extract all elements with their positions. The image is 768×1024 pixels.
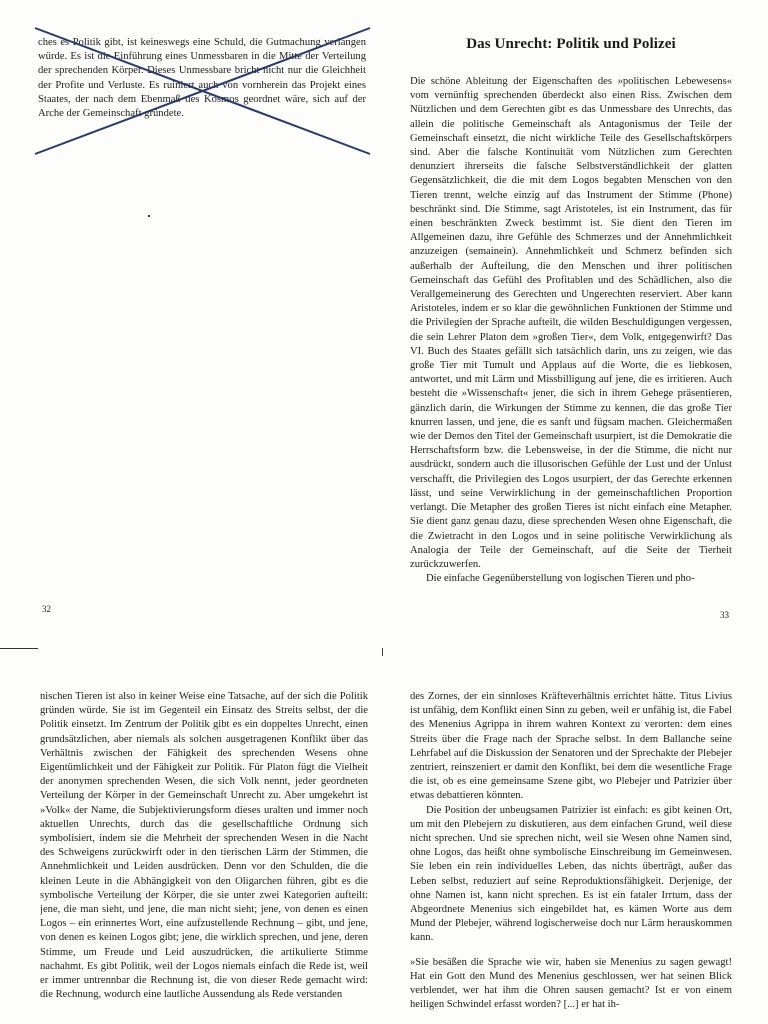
gutter-mark — [382, 648, 383, 656]
page-bottom-right-paragraph-2: Die Position der unbeugsamen Patrizier ist einfach: es gibt keinen Ort, um mit den Plebejern zu diskutieren, aus dem einfachen Grund, weil diese nicht sprechen. Und sie sprechen nicht, weil sie Wesen ohne Namen sind, ohne Logos, das heißt ohne symbolische Einschreibung im Gemeinwesen. Sie leben ein rein individuelles Leben, das nichts überträgt, außer das Leben selbst, reduziert auf seine Reproduktionsfähigkeit. Derjenige, der ohne Namen ist, kann nicht sprechen. Es ist ein fataler Irrtum, dass der Abgeordnete Menenius sich eingebildet hat, es kämen Worte aus dem Mund der Plebejer, während logischerweise doch nur Lärm herauskommen kann. — [410, 804, 732, 944]
page-number-32: 32 — [42, 604, 51, 614]
page-bottom-right-quote: »Sie besäßen die Sprache wie wir, haben sie Menenius zu sagen gewagt! Hat ein Gott den Mund des Menenius geschlossen, wer hat seinen Blick verblendet, wer hat ihm die Ohren sausen gemacht? Ist er von einem heiligen Schwindel erfasst worden? [...] er hat ih- — [410, 956, 732, 1011]
page-33 — [410, 36, 732, 616]
page-33-paragraph-2: Die einfache Gegenüberstellung von logischen Tieren und pho- — [426, 573, 695, 585]
page-bottom-right — [410, 690, 732, 1024]
strike-through-cross — [30, 26, 375, 156]
page-32-paragraph: ches es Politik gibt, ist keineswegs eine Schuld, die Gutmachung verlangen würde. Es ist die Einführung eines Unmessbaren in die Mitte der Verteilung der sprechenden Körper. Dieses Unmessbare bricht nicht nur die Gleichheit der Profite und Verluste. Es ruiniert auch von vornherein das Projekt eines Staates, der nach dem Ebenmaß des Kosmos geordnet wäre, sich auf der Arche der Gemeinschaft gründete. — [38, 37, 366, 120]
spread-divider-line — [0, 648, 38, 649]
page-number-33: 33 — [720, 610, 729, 620]
page-bottom-left-paragraph: nischen Tieren ist also in keiner Weise eine Tatsache, auf der sich die Politik gründen würde. Sie ist im Gegenteil ein Einsatz des Streits selbst, der die Politik einsetzt. Im Zentrum der Politik gibt es ein doppeltes Unrecht, einen grundsätzlichen, aber niemals als solchen ausgetragenen Konflikt über das Verhältnis zwischen der Fähigkeit des sprechenden Wesens ohne Eigentümlichkeit und der Fähigkeit zur Politik. Für Platon fügt die Vielheit der anonymen sprechenden Wesen, die sich Volk nennt, jeder geordneten Verteilung der Körper in der Gemeinschaft Unrecht zu. Aber umgekehrt ist »Volk« der Name, die Subjektivierungsform dieses uralten und immer noch aktuellen Unrechts, durch das die gesellschaftliche Ordnung sich symbolisiert, indem sie die Mehrheit der sprechenden Wesen in die Nacht des Schweigens zurückwirft oder in den tierischen Lärm der Stimmen, die Annehmlichkeit und Leiden ausdrücken. Denn vor den Schulden, die die kleinen Leute in die Abhängigkeit von den Oligarchen führen, gibt es die symbolische Verteilung der Körper, die sie unter zwei Kategorien aufteilt: jene, die man sieht, und jene, die man nicht sieht; jene, von denen es einen Logos – ein erinnertes Wort, eine aufzustellende Rechnung – gibt, und jene, von denen es keinen Logos gibt; jene, die wirklich sprechen, und jene, deren Stimme, um Freude und Leid auszudrücken, die artikulierte Stimme nachahmt. Es gibt Politik, weil der Logos niemals einfach die Rede ist, weil er immer untrennbar die Rechnung ist, die von dieser Rede gemacht wird: die Rechnung, wodurch eine lautliche Aussendung als Rede verstanden — [40, 691, 368, 1001]
ink-speck — [148, 215, 150, 217]
running-header: Das Unrecht: Politik und Polizei — [466, 36, 676, 52]
page-bottom-left — [40, 690, 368, 1024]
page-33-paragraph-1: Die schöne Ableitung der Eigenschaften des »politischen Lebewesens« vom vernünftig sprechenden überdeckt also einen Riss. Zwischen dem Nützlichen und dem Gerechten gibt es das Unmessbare des Unrechts, das allein die politische Gemeinschaft als Antagonismus der Teile der Gemeinschaft einsetzt, die nicht wirkliche Teile des Gesellschaftskörpers sind. Aber die falsche Kontinuität vom Nützlichen zum Gerechten denunziert ihrerseits die falsche Selbstverständlichkeit der glatten Gegensätzlichkeit, die die mit dem Logos begabten Menschen von den Tieren trennt, welche einzig auf das Instrument der Stimme (Phone) beschränkt sind. Die Stimme, sagt Aristoteles, ist ein Instrument, das für einen beschränkten Zweck bestimmt ist. Sie dient den Tieren im Allgemeinen dazu, ihre Gefühle des Schmerzes und der Annehmlichkeit anzuzeigen (semainein). Annehmlichkeit und Schmerz befinden sich außerhalb der Aufteilung, die den Menschen und ihrer politischen Gemeinschaft das Gefühl des Profitablen und des Schädlichen, also die Verallgemeinerung des Gerechten und Ungerechten reserviert. Aber kann Aristoteles, indem er so klar die gewöhnlichen Funktionen der Stimme und die Privilegien der Sprache aufteilt, die wilden Beschuldigungen vergessen, die sein Lehrer Platon dem »großen Tier«, dem Volk, entgegenwirft? Das VI. Buch des Staates gefällt sich tatsächlich darin, uns zu zeigen, wie das große Tier mit Tumult und Applaus auf die Worte, die es liebkosen, antwortet, und mit Lärm und Missbilligung auf jene, die es irritieren. Auch besteht die »Wissenschaft« jener, die sich in ihrem Gehege präsentieren, gänzlich darin, die Wirkungen der Stimme zu kennen, die das große Tier knurren lassen, und jene, die es sanft und fügsam machen. Gleichermaßen wie der Demos den Titel der Gemeinschaft usurpiert, ist die Demokratie die Herrschaftsform bzw. die Lebensweise, in der die Stimme, die nicht nur ausdrückt, sondern auch die illusorischen Gefühle der Lust und der Unlust verschafft, die Privilegien des Logos usurpiert, der das Gerechte erkennen lässt, und seine Verwirklichung in der gemeinschaftlichen Proportion verlangt. Die Metapher des großen Tieres ist nicht einfach eine Metapher. Sie dient ganz genau dazu, diese sprechenden Wesen ohne Eigenschaft, die die Zwietracht in den Logos und in seine politische Verwirklichung als Analogia der Teile der Gemeinschaft, auf die Seite der Tierheit zurückzuwerfen. — [410, 76, 732, 570]
page-bottom-right-paragraph-1: des Zornes, der ein sinnloses Kräfteverhältnis errichtet hätte. Titus Livius ist unfähig, dem Konflikt einen Sinn zu geben, weil er unfähig ist, die Fabel des Menenius Agrippa in ihrem wahren Kontext zu verorten: dem eines Streits über die Frage nach der Sprache selbst. In dem Ballanche seine Lehrfabel auf die Diskussion der Senatoren und der Sprechakte der Plebejer zentriert, reinszeniert er damit den Konflikt, bei dem die wesentliche Frage die ist, ob es eine gemeinsame Szene gibt, wo Plebejer und Patrizier über etwas debattieren könnten. — [410, 691, 732, 802]
